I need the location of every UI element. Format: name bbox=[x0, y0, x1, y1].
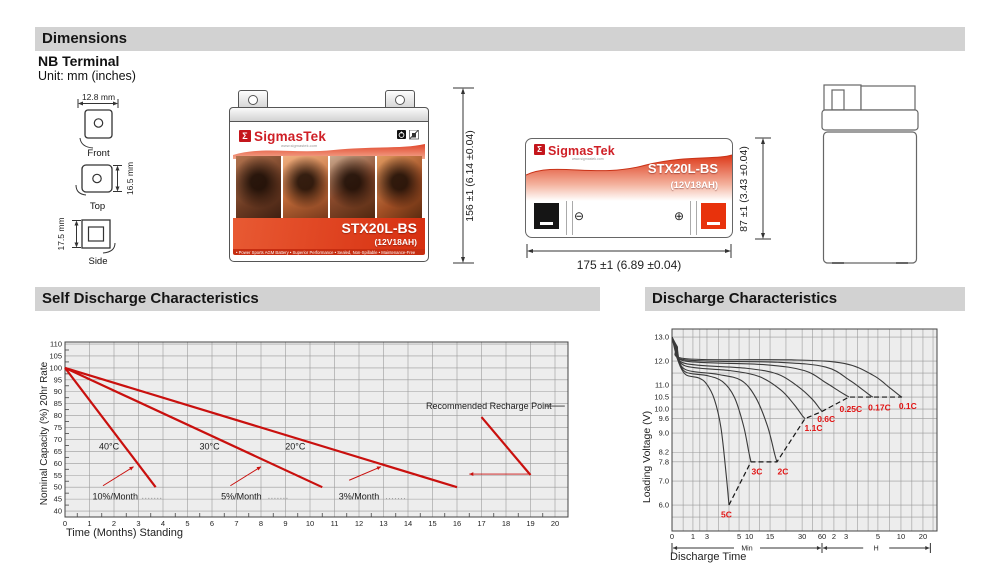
brand-name: SigmasTek bbox=[254, 129, 327, 144]
svg-text:2: 2 bbox=[831, 532, 837, 541]
brand-website: www.sigmastek.com bbox=[281, 143, 318, 148]
rate-label: 3C bbox=[751, 466, 763, 477]
svg-text:45: 45 bbox=[53, 494, 62, 504]
svg-text:5: 5 bbox=[736, 532, 742, 541]
terminal-hole bbox=[248, 95, 258, 105]
sigma-logo-icon: Σ bbox=[534, 144, 545, 155]
dim-arrow bbox=[113, 102, 118, 106]
depth-dimension-line bbox=[754, 136, 772, 242]
discharge-x-axis-title: Discharge Time bbox=[670, 551, 747, 563]
svg-text:60: 60 bbox=[53, 458, 62, 468]
svg-text:30: 30 bbox=[797, 532, 807, 541]
svg-text:15: 15 bbox=[428, 519, 437, 528]
photo-motocross bbox=[236, 156, 281, 218]
svg-text:7.8: 7.8 bbox=[658, 457, 669, 467]
rate-label: 5C bbox=[721, 509, 732, 520]
svg-text:60: 60 bbox=[817, 532, 827, 541]
model-spec: (12V18AH) bbox=[374, 237, 417, 247]
bracket bbox=[80, 138, 93, 148]
rate-label: 2C bbox=[777, 466, 789, 477]
front-view-label: Front bbox=[87, 148, 110, 159]
temp-label: 40°C bbox=[99, 441, 120, 452]
terminal-diagrams bbox=[52, 86, 202, 276]
discharge-chart bbox=[640, 322, 970, 562]
svg-text:9: 9 bbox=[283, 519, 288, 528]
rate-label: 0.1C bbox=[898, 401, 917, 412]
svg-text:10.5: 10.5 bbox=[654, 392, 669, 402]
unit-band-label: Min bbox=[741, 545, 753, 553]
svg-text:9.6: 9.6 bbox=[658, 414, 669, 424]
side-terminal bbox=[824, 85, 861, 110]
svg-text:7.0: 7.0 bbox=[658, 476, 669, 486]
svg-text:15: 15 bbox=[765, 532, 775, 541]
rate-label: 0.17C bbox=[868, 402, 891, 413]
top-view-label: Top bbox=[89, 201, 106, 212]
svg-text:9.0: 9.0 bbox=[658, 428, 669, 438]
svg-text:55: 55 bbox=[53, 470, 62, 480]
rate-label: 3%/Month bbox=[338, 491, 380, 502]
arrowhead bbox=[817, 546, 821, 550]
svg-text:3: 3 bbox=[704, 532, 710, 541]
svg-text:5: 5 bbox=[185, 519, 190, 528]
rate-label: 10%/Month bbox=[92, 491, 138, 502]
photo-atv bbox=[330, 156, 375, 218]
brand-logo bbox=[239, 129, 326, 144]
width-dimension-line bbox=[525, 244, 733, 258]
self-discharge-chart bbox=[35, 336, 605, 534]
svg-text:6.0: 6.0 bbox=[658, 500, 669, 510]
section-header-dimensions: Dimensions bbox=[35, 27, 965, 51]
svg-text:12.0: 12.0 bbox=[654, 356, 669, 366]
svg-text:10: 10 bbox=[896, 532, 906, 541]
battery-label bbox=[233, 126, 425, 255]
svg-text:10: 10 bbox=[744, 532, 754, 541]
vent-slot bbox=[566, 201, 567, 235]
svg-text:11.0: 11.0 bbox=[654, 380, 669, 390]
discharge-y-axis-title: Loading Voltage (V) bbox=[641, 410, 654, 504]
model-number: STX20L-BS bbox=[341, 220, 417, 236]
side-view-label: Side bbox=[88, 256, 108, 267]
battery-body bbox=[229, 121, 429, 262]
brand-logo bbox=[534, 144, 615, 158]
negative-terminal-block bbox=[534, 203, 559, 229]
svg-text:18: 18 bbox=[501, 519, 511, 528]
model-spec: (12V18AH) bbox=[670, 180, 718, 191]
dim-arrow bbox=[116, 166, 120, 171]
svg-text:4: 4 bbox=[160, 519, 166, 528]
svg-text:100: 100 bbox=[49, 363, 62, 373]
svg-text:6: 6 bbox=[209, 519, 215, 528]
battery-front-view bbox=[229, 90, 429, 262]
svg-text:75: 75 bbox=[53, 423, 62, 433]
width-dimension-label: 175 ±1 (6.89 ±0.04) bbox=[576, 258, 682, 272]
svg-text:10: 10 bbox=[305, 519, 315, 528]
svg-text:16: 16 bbox=[452, 519, 462, 528]
svg-text:20: 20 bbox=[550, 519, 560, 528]
svg-text:3: 3 bbox=[844, 532, 849, 541]
self-discharge-x-axis-title: Time (Months) Standing bbox=[66, 527, 183, 539]
dim-arrow bbox=[75, 243, 79, 248]
svg-text:8: 8 bbox=[258, 519, 264, 528]
svg-text:8.2: 8.2 bbox=[658, 447, 669, 457]
svg-text:10.0: 10.0 bbox=[654, 404, 669, 414]
vent-slot bbox=[572, 201, 573, 235]
svg-text:40: 40 bbox=[53, 506, 62, 516]
rate-label: 0.6C bbox=[817, 414, 836, 425]
model-band bbox=[233, 218, 425, 249]
recycle-icon bbox=[397, 130, 406, 139]
svg-text:19: 19 bbox=[526, 519, 535, 528]
vent-slot bbox=[690, 201, 691, 235]
plot-area bbox=[49, 340, 568, 528]
svg-text:95: 95 bbox=[53, 375, 62, 385]
photo-jetski bbox=[283, 156, 328, 218]
svg-text:1: 1 bbox=[87, 519, 92, 528]
svg-text:0: 0 bbox=[669, 532, 675, 541]
action-photo-collage bbox=[236, 156, 422, 218]
temp-label: 30°C bbox=[199, 441, 220, 452]
sigma-logo-icon: Σ bbox=[239, 130, 251, 142]
battery-side-outline bbox=[818, 78, 932, 270]
svg-text:5: 5 bbox=[875, 532, 880, 541]
svg-text:11: 11 bbox=[330, 519, 339, 528]
terminal-side-inner bbox=[89, 227, 104, 241]
svg-text:110: 110 bbox=[50, 339, 62, 349]
nb-terminal-heading: NB Terminal bbox=[38, 53, 120, 69]
brand-name: SigmasTek bbox=[548, 144, 615, 158]
rider-silhouette bbox=[330, 156, 375, 218]
plot-area bbox=[654, 329, 937, 553]
rider-silhouette bbox=[377, 156, 422, 218]
dim-arrow bbox=[78, 102, 83, 106]
battery-top-view bbox=[525, 138, 733, 238]
side-raised-block bbox=[861, 86, 915, 110]
svg-text:105: 105 bbox=[49, 351, 62, 361]
arrowhead bbox=[925, 546, 929, 550]
minus-terminal-icon: ⊖ bbox=[574, 209, 585, 223]
self-discharge-y-axis-title: Nominal Capacity (%) 20hr Rate bbox=[39, 361, 51, 505]
side-lid bbox=[822, 110, 918, 130]
section-header-discharge: Discharge Characteristics bbox=[645, 287, 965, 311]
svg-text:3: 3 bbox=[136, 519, 141, 528]
terminal-dash bbox=[540, 222, 553, 225]
svg-text:12: 12 bbox=[354, 519, 364, 528]
y-tick-labels bbox=[654, 333, 669, 510]
depth-dimension-label: 87 ±1 (3.43 ±0.04) bbox=[738, 146, 751, 232]
side-body bbox=[824, 132, 917, 263]
svg-text:65: 65 bbox=[53, 446, 62, 456]
terminal-dash bbox=[707, 222, 720, 225]
svg-text:13: 13 bbox=[379, 519, 388, 528]
rider-silhouette bbox=[283, 156, 328, 218]
rate-label: 0.25C bbox=[839, 404, 863, 415]
top-height-dim-label: 16.5 mm bbox=[125, 161, 135, 196]
svg-text:17: 17 bbox=[477, 519, 486, 528]
svg-text:14: 14 bbox=[403, 519, 413, 528]
svg-text:2: 2 bbox=[111, 519, 117, 528]
recharge-point-label: Recommended Recharge Point bbox=[426, 401, 552, 412]
rate-label: 1.1C bbox=[804, 423, 823, 434]
brand-website: www.sigmastek.com bbox=[572, 157, 604, 161]
height-dimension-label: 156 ±1 (6.14 ±0.04) bbox=[464, 130, 477, 222]
arrowhead bbox=[673, 546, 677, 550]
svg-text:7: 7 bbox=[234, 519, 239, 528]
svg-text:0: 0 bbox=[62, 519, 68, 528]
positive-terminal-block bbox=[701, 203, 726, 229]
front-width-dim-label: 12.8 mm bbox=[81, 92, 116, 102]
section-header-self-discharge: Self Discharge Characteristics bbox=[35, 287, 600, 311]
temp-label: 20°C bbox=[285, 441, 306, 452]
vent-slot bbox=[696, 201, 697, 235]
rider-silhouette bbox=[236, 156, 281, 218]
no-disposal-icon bbox=[410, 130, 419, 139]
photo-quad bbox=[377, 156, 422, 218]
terminal-front-hole bbox=[94, 119, 102, 127]
side-height-dim-label: 17.5 mm bbox=[56, 217, 66, 251]
unit-band-label: H bbox=[873, 545, 879, 553]
terminal-top-hole bbox=[93, 174, 101, 182]
svg-text:50: 50 bbox=[53, 482, 62, 492]
svg-text:80: 80 bbox=[53, 411, 62, 421]
svg-text:85: 85 bbox=[53, 399, 62, 409]
terminal-hole bbox=[395, 95, 405, 105]
svg-text:90: 90 bbox=[53, 387, 62, 397]
plus-terminal-icon: ⊕ bbox=[674, 209, 685, 223]
svg-text:20: 20 bbox=[918, 532, 928, 541]
svg-text:13.0: 13.0 bbox=[654, 332, 669, 342]
label-icons bbox=[397, 130, 419, 140]
feature-bullets: • Power Sports AGM Battery • Superior Performance • Sealed, Non-Spillable • Maintenance-Free bbox=[233, 249, 425, 255]
rate-label: 5%/Month bbox=[221, 491, 262, 502]
svg-text:1: 1 bbox=[690, 532, 696, 541]
dim-arrow bbox=[75, 221, 79, 226]
unit-note: Unit: mm (inches) bbox=[38, 69, 136, 83]
dim-arrow bbox=[116, 187, 120, 192]
model-number: STX20L-BS bbox=[647, 161, 718, 176]
arrowhead bbox=[823, 546, 827, 550]
x-tick-labels bbox=[670, 532, 927, 541]
svg-text:70: 70 bbox=[53, 434, 62, 444]
